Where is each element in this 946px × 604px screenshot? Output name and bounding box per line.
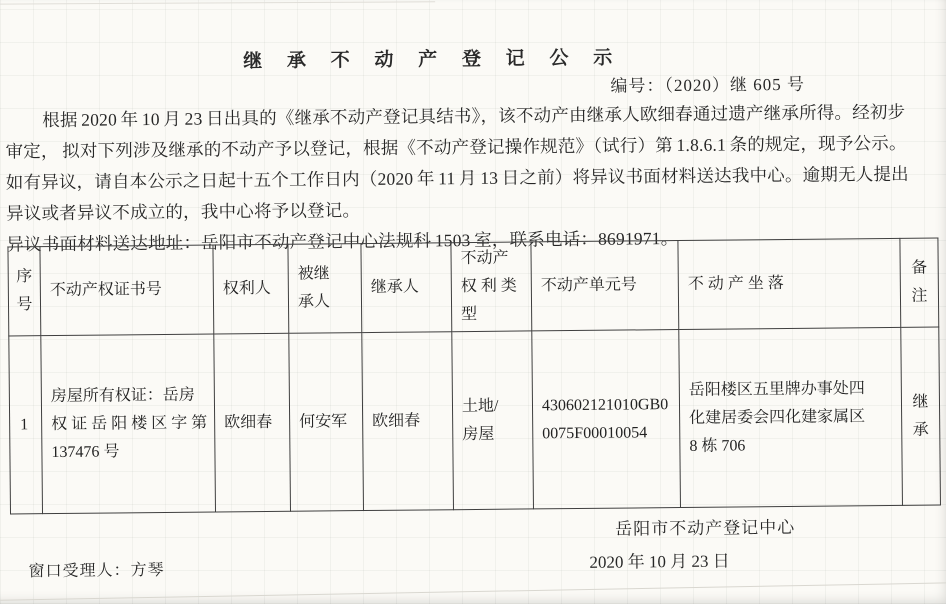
cell-seq: 1: [9, 336, 43, 514]
page-title: 继 承 不 动 产 登 记 公 示: [243, 47, 623, 73]
paragraph-line-2: 审定， 拟对下列涉及继承的不动产予以登记，根据《不动产登记操作规范》（试行）第 1.8.6.1 条的规定，现予公示。: [5, 132, 907, 162]
cell-cert-no: 房屋所有权证：岳房 权 证 岳 阳 楼 区 字 第 137476 号: [41, 334, 216, 514]
announcement-table: [7, 238, 941, 515]
paragraph-line-5: 异议书面材料送达地址：岳阳市不动产登记中心法规科 1503 室，联系电话：8691971。: [6, 228, 679, 255]
header-cell-remark: 备 注: [900, 238, 939, 327]
footer-issuer: 岳阳市不动产登记中心: [615, 517, 796, 539]
cell-right-type: 土地/ 房屋: [452, 331, 534, 510]
header-cell-heir: 继承人: [361, 243, 452, 333]
cell-location: 岳阳楼区五里牌办事处四 化建居委会四化建家属区 8 栋 706: [679, 327, 903, 507]
table-row: [9, 327, 941, 514]
header-cell-rights-holder: 权利人: [213, 244, 289, 334]
body-paragraph: [5, 97, 940, 261]
footer-window-handler: 窗口受理人：方琴: [28, 561, 165, 581]
header-cell-unit-no: 不动产单元号: [531, 241, 679, 331]
cell-unit-no: 430602121010GB0 0075F00010054: [532, 330, 681, 509]
doc-number: 编号：（2020）继 605 号: [610, 74, 806, 96]
footer-date: 2020 年 10 月 23 日: [589, 551, 730, 572]
paragraph-line-1: 根据 2020 年 10 月 23 日出具的《继承不动产登记具结书》，该不动产由继承人欧细春通过遗产继承所得。经初步: [42, 101, 906, 131]
scan-artifact-line: [0, 1, 435, 4]
cell-decedent: 何安军: [289, 333, 364, 512]
paragraph-line-3: 如有异议，请自本公示之日起十五个工作日内（2020 年 11 月 13 日之前）将异议书面材料送达我中心。逾期无人提出: [5, 163, 909, 193]
header-cell-cert-no: 不动产权证书号: [40, 245, 214, 336]
table-header-row: [8, 238, 939, 336]
header-cell-right-type: 不动产 权 利 类 型: [451, 242, 532, 332]
cell-rights-holder: 欧细春: [214, 333, 291, 512]
header-cell-seq: 序 号: [8, 247, 41, 336]
cell-heir: 欧细春: [362, 332, 454, 511]
scan-artifact-line: [0, 582, 946, 601]
cell-remark: 继 承: [901, 327, 941, 505]
paragraph-line-4: 异议或者异议不成立的，我中心将予以登记。: [6, 200, 361, 224]
header-cell-decedent: 被继 承人: [288, 244, 362, 334]
header-cell-location: 不 动 产 坐 落: [678, 238, 901, 329]
